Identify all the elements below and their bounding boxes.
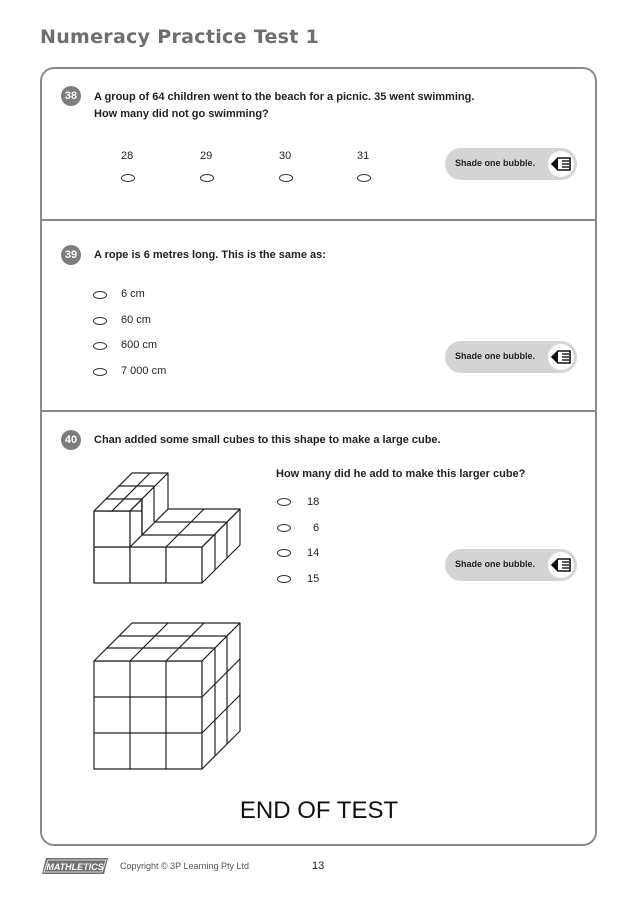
question-text: How many did he add to make this larger cube? bbox=[276, 468, 526, 480]
question-number-badge: 38 bbox=[61, 86, 81, 106]
pencil-icon bbox=[547, 551, 575, 579]
shade-hint-label: Shade one bubble. bbox=[455, 559, 536, 569]
answer-bubble[interactable] bbox=[200, 174, 214, 182]
answer-bubble[interactable] bbox=[277, 498, 291, 506]
pencil-icon bbox=[547, 343, 575, 371]
partial-cube-shape bbox=[90, 465, 250, 587]
logo-text: MATHLETICS bbox=[46, 862, 104, 872]
option-label: 14 bbox=[307, 547, 320, 559]
end-of-test-text: END OF TEST bbox=[239, 797, 399, 824]
mathletics-logo-icon bbox=[40, 856, 110, 876]
question-line: How many did not go swimming? bbox=[94, 108, 269, 120]
option-label: 600 cm bbox=[121, 339, 158, 351]
pencil-icon bbox=[547, 150, 575, 178]
option-label: 6 bbox=[313, 522, 320, 534]
question-text: A rope is 6 metres long. This is the same as: bbox=[94, 249, 326, 261]
question-text bbox=[94, 89, 474, 123]
option-label: 6 cm bbox=[121, 288, 145, 300]
answer-bubble[interactable] bbox=[93, 342, 107, 350]
option-label: 18 bbox=[307, 496, 320, 508]
answer-bubble[interactable] bbox=[93, 317, 107, 325]
answer-bubble[interactable] bbox=[93, 368, 107, 376]
shade-hint-label: Shade one bubble. bbox=[455, 351, 536, 361]
option-label: 30 bbox=[279, 150, 292, 162]
answer-bubble[interactable] bbox=[277, 575, 291, 583]
option-label: 60 cm bbox=[121, 314, 151, 326]
answer-bubble[interactable] bbox=[279, 174, 293, 182]
large-cube-shape bbox=[90, 615, 250, 773]
section-divider bbox=[40, 219, 597, 221]
answer-bubble[interactable] bbox=[277, 549, 291, 557]
answer-bubble[interactable] bbox=[277, 524, 291, 532]
question-number-badge: 39 bbox=[61, 245, 81, 265]
answer-bubble[interactable] bbox=[121, 174, 135, 182]
question-text: Chan added some small cubes to this shape to make a large cube. bbox=[94, 434, 441, 446]
shade-hint-label: Shade one bubble. bbox=[455, 158, 536, 168]
shade-hint bbox=[445, 341, 577, 373]
option-label: 29 bbox=[200, 150, 213, 162]
answer-bubble[interactable] bbox=[93, 291, 107, 299]
option-label: 31 bbox=[357, 150, 370, 162]
page-number: 13 bbox=[312, 860, 325, 872]
option-label: 15 bbox=[307, 573, 320, 585]
copyright-text: Copyright © 3P Learning Pty Ltd bbox=[120, 861, 250, 871]
answer-bubble[interactable] bbox=[357, 174, 371, 182]
option-label: 7 000 cm bbox=[121, 365, 167, 377]
page-title: Numeracy Practice Test 1 bbox=[40, 26, 320, 48]
option-label: 28 bbox=[121, 150, 134, 162]
section-divider bbox=[40, 410, 597, 412]
shade-hint bbox=[445, 148, 577, 180]
question-line: A group of 64 children went to the beach for a picnic. 35 went swimming. bbox=[94, 91, 475, 103]
shade-hint bbox=[445, 549, 577, 581]
question-number-badge: 40 bbox=[61, 430, 81, 450]
